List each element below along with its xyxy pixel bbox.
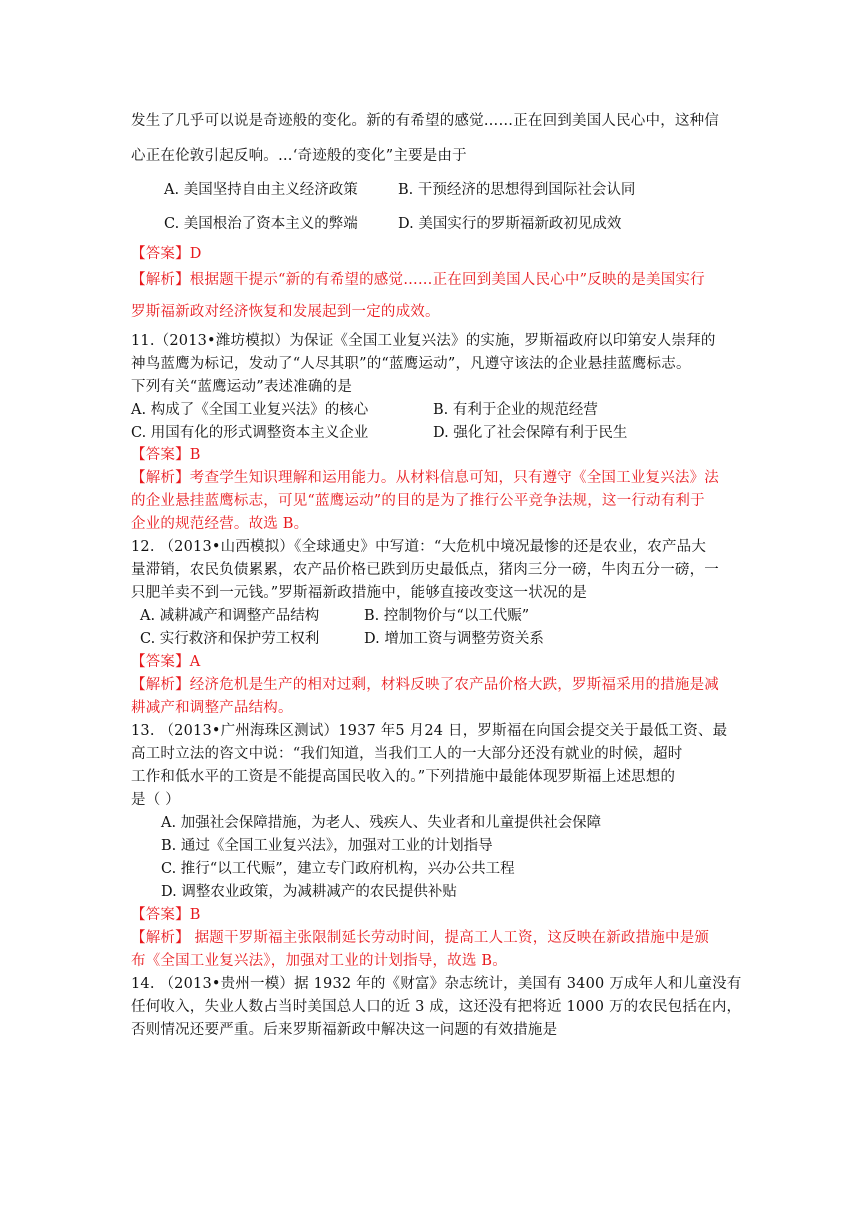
question-12-option-c: C. 实行救济和保护劳工权利 (140, 631, 320, 647)
question-11-answer: 【答案】B (131, 447, 201, 463)
question-14-stem-line-1: 14. （2013•贵州一模）据 1932 年的《财富》杂志统计，美国有 3400 万成年人和儿童没有 (131, 976, 742, 992)
question-11-option-a: A. 构成了《全国工业复兴法》的核心 (131, 402, 369, 418)
question-13-stem-line-1: 13. （2013•广州海珠区测试）1937 年5 月24 日，罗斯福在向国会提交关于最低工资、最 (131, 723, 728, 739)
question-11-stem-line-1: 11.（2013•潍坊模拟）为保证《全国工业复兴法》的实施，罗斯福政府以印第安人崇拜的 (131, 333, 716, 349)
question-13-analysis-line-1: 【解析】 据题干罗斯福主张限制延长劳动时间，提高工人工资，这反映在新政措施中是颁 (131, 930, 710, 946)
question-13-option-d: D. 调整农业政策，为减耕减产的农民提供补贴 (161, 884, 457, 900)
question-12-option-b: B. 控制物价与“以工代赈” (364, 608, 530, 624)
question-11-option-b: B. 有利于企业的规范经营 (433, 402, 598, 418)
question-11-option-c: C. 用国有化的形式调整资本主义企业 (131, 425, 369, 441)
question-12-stem-line-2: 量滞销，农民负债累累，农产品价格已跌到历史最低点，猪肉三分一磅，牛肉五分一磅，一 (131, 562, 719, 578)
question-11-analysis-line-3: 企业的规范经营。故选 B。 (131, 516, 309, 532)
question-11-stem-line-2: 神鸟蓝鹰为标记，发动了“人尽其职”的“蓝鹰运动”，凡遵守该法的企业悬挂蓝鹰标志。 (131, 356, 691, 372)
question-12-answer: 【答案】A (131, 654, 201, 670)
question-12-analysis-line-1: 【解析】经济危机是生产的相对过剩，材料反映了农产品价格大跌，罗斯福采用的措施是减 (131, 677, 719, 693)
question-13-option-c: C. 推行“以工代赈”，建立专门政府机构，兴办公共工程 (161, 861, 515, 877)
question-10-answer: 【答案】D (131, 246, 202, 262)
question-13-stem-line-2: 高工时立法的咨文中说：“我们知道，当我们工人的一大部分还没有就业的时候，超时 (131, 746, 683, 762)
question-10-analysis-line-1: 【解析】根据题干提示“新的有希望的感觉……正在回到美国人民心中”反映的是美国实行 (131, 272, 705, 288)
question-13-stem-line-4: 是（ ） (131, 792, 180, 808)
question-14-stem-line-2: 任何收入，失业人数占当时美国总人口的近 3 成，这还没有把将近 1000 万的农民包括在内， (131, 999, 742, 1015)
question-12-stem-line-3: 只肥羊卖不到一元钱。”罗斯福新政措施中，能够直接改变这一状况的是 (131, 585, 588, 601)
question-10-option-a: A. 美国坚持自由主义经济政策 (164, 182, 358, 198)
question-13-stem-line-3: 工作和低水平的工资是不能提高国民收入的。”下列措施中最能体现罗斯福上述思想的 (131, 769, 676, 785)
question-11-option-d: D. 强化了社会保障有利于民生 (433, 425, 628, 441)
question-10-stem-line-2: 心正在伦敦引起反响。…‘奇迹般的变化”主要是由于 (131, 148, 467, 164)
question-13-option-b: B. 通过《全国工业复兴法》，加强对工业的计划指导 (161, 838, 493, 854)
question-10-stem-line-1: 发生了几乎可以说是奇迹般的变化。新的有希望的感觉……正在回到美国人民心中，这种信 (131, 113, 719, 129)
question-13-answer: 【答案】B (131, 907, 201, 923)
question-12-option-a: A. 减耕减产和调整产品结构 (140, 608, 320, 624)
question-11-stem-line-3: 下列有关“蓝鹰运动”表述准确的是 (131, 379, 353, 395)
question-11-analysis-line-2: 的企业悬挂蓝鹰标志，可见“蓝鹰运动”的目的是为了推行公平竞争法规，这一行动有利于 (131, 493, 705, 509)
question-12-option-d: D. 增加工资与调整劳资关系 (364, 631, 544, 647)
question-12-stem-line-1: 12. （2013•山西模拟）《全球通史》中写道：“大危机中境况最惨的还是农业，农产品大 (131, 539, 707, 555)
question-10-analysis-line-2: 罗斯福新政对经济恢复和发展起到一定的成效。 (131, 304, 440, 320)
question-10-option-d: D. 美国实行的罗斯福新政初见成效 (398, 216, 622, 232)
question-11-analysis-line-1: 【解析】考查学生知识理解和运用能力。从材料信息可知，只有遵守《全国工业复兴法》法 (131, 470, 719, 486)
question-12-analysis-line-2: 耕减产和调整产品结构。 (131, 700, 293, 716)
question-14-stem-line-3: 否则情况还要严重。后来罗斯福新政中解决这一问题的有效措施是 (131, 1022, 558, 1038)
question-13-analysis-line-2: 布《全国工业复兴法》，加强对工业的计划指导，故选 B。 (131, 953, 507, 969)
question-10-option-b: B. 干预经济的思想得到国际社会认同 (398, 182, 636, 198)
question-13-option-a: A. 加强社会保障措施，为老人、残疾人、失业者和儿童提供社会保障 (161, 815, 602, 831)
question-10-option-c: C. 美国根治了资本主义的弊端 (164, 216, 358, 232)
